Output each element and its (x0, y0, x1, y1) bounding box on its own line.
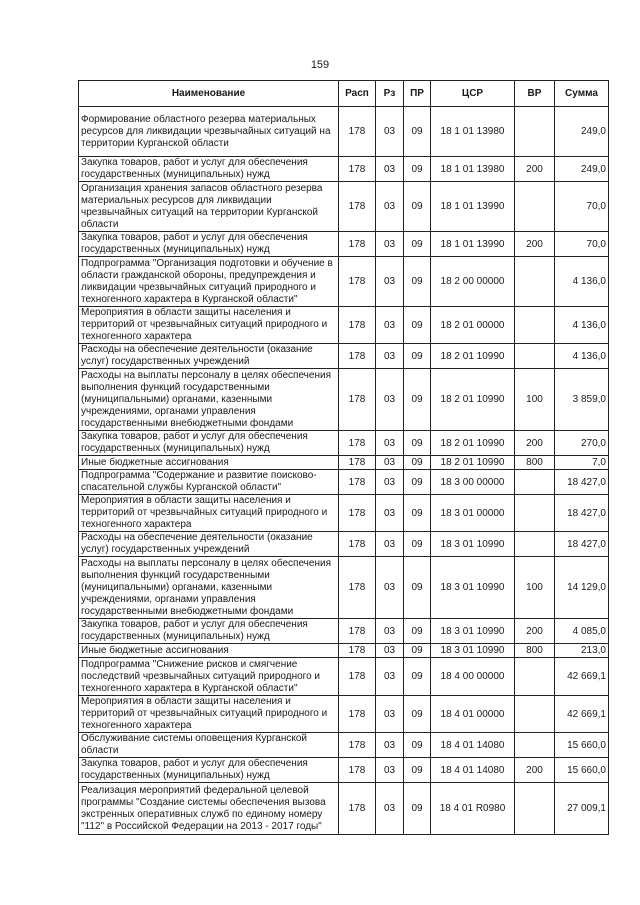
cell-pr: 09 (404, 532, 431, 557)
table-row (79, 658, 609, 696)
cell-rasp: 178 (339, 456, 376, 470)
table-row (79, 307, 609, 344)
cell-rasp: 178 (339, 619, 376, 644)
cell-rz: 03 (376, 557, 404, 619)
cell-rz: 03 (376, 696, 404, 733)
cell-name: Мероприятия в области защиты населения и территорий от чрезвычайных ситуаций природного и техногенного характера (79, 307, 339, 344)
cell-vr (515, 658, 555, 696)
cell-csr: 18 3 01 10990 (431, 557, 515, 619)
cell-vr: 200 (515, 758, 555, 783)
cell-pr: 09 (404, 107, 431, 157)
table-row (79, 783, 609, 835)
cell-csr: 18 4 01 14080 (431, 733, 515, 758)
cell-vr (515, 344, 555, 369)
cell-rasp: 178 (339, 182, 376, 232)
cell-name: Закупка товаров, работ и услуг для обеспечения государственных (муниципальных) нужд (79, 157, 339, 182)
cell-pr: 09 (404, 557, 431, 619)
cell-rasp: 178 (339, 307, 376, 344)
cell-vr (515, 733, 555, 758)
cell-vr (515, 696, 555, 733)
cell-csr: 18 3 01 10990 (431, 532, 515, 557)
cell-pr: 09 (404, 456, 431, 470)
cell-rz: 03 (376, 232, 404, 257)
cell-vr (515, 182, 555, 232)
cell-rz: 03 (376, 431, 404, 456)
cell-pr: 09 (404, 658, 431, 696)
cell-name: Иные бюджетные ассигнования (79, 644, 339, 658)
header-rz: Рз (376, 81, 404, 107)
cell-rasp: 178 (339, 532, 376, 557)
cell-pr: 09 (404, 344, 431, 369)
cell-vr: 100 (515, 369, 555, 431)
cell-name: Обслуживание системы оповещения Курганской области (79, 733, 339, 758)
cell-name: Расходы на обеспечение деятельности (оказание услуг) государственных учреждений (79, 344, 339, 369)
cell-name: Расходы на выплаты персоналу в целях обеспечения выполнения функций государственными (муниципальными) органами, казенными учреждениями, органами управления государственными внебюджетными фондами (79, 369, 339, 431)
cell-pr: 09 (404, 232, 431, 257)
cell-csr: 18 2 01 10990 (431, 431, 515, 456)
cell-csr: 18 1 01 13990 (431, 182, 515, 232)
cell-rasp: 178 (339, 733, 376, 758)
cell-vr: 800 (515, 456, 555, 470)
cell-pr: 09 (404, 758, 431, 783)
cell-pr: 09 (404, 644, 431, 658)
cell-name: Подпрограмма "Содержание и развитие поисково-спасательной службы Курганской области" (79, 470, 339, 495)
cell-sum: 14 129,0 (555, 557, 609, 619)
table-row (79, 232, 609, 257)
cell-pr: 09 (404, 495, 431, 532)
header-vr: ВР (515, 81, 555, 107)
cell-sum: 18 427,0 (555, 495, 609, 532)
cell-rz: 03 (376, 107, 404, 157)
cell-vr: 800 (515, 644, 555, 658)
cell-csr: 18 3 01 10990 (431, 644, 515, 658)
cell-vr (515, 470, 555, 495)
table-row (79, 557, 609, 619)
cell-sum: 7,0 (555, 456, 609, 470)
cell-rz: 03 (376, 644, 404, 658)
cell-rasp: 178 (339, 696, 376, 733)
cell-name: Мероприятия в области защиты населения и территорий от чрезвычайных ситуаций природного и техногенного характера (79, 696, 339, 733)
cell-sum: 15 660,0 (555, 758, 609, 783)
table-row (79, 696, 609, 733)
cell-sum: 3 859,0 (555, 369, 609, 431)
cell-rz: 03 (376, 783, 404, 835)
cell-rz: 03 (376, 495, 404, 532)
cell-vr: 200 (515, 232, 555, 257)
cell-name: Закупка товаров, работ и услуг для обеспечения государственных (муниципальных) нужд (79, 619, 339, 644)
cell-vr (515, 307, 555, 344)
cell-name: Мероприятия в области защиты населения и территорий от чрезвычайных ситуаций природного и техногенного характера (79, 495, 339, 532)
cell-rz: 03 (376, 658, 404, 696)
cell-name: Закупка товаров, работ и услуг для обеспечения государственных (муниципальных) нужд (79, 758, 339, 783)
cell-pr: 09 (404, 257, 431, 307)
cell-name: Подпрограмма "Организация подготовки и обучение в области гражданской обороны, предупреждения и ликвидации чрезвычайных ситуаций природного и техногенного характера в Курганской области" (79, 257, 339, 307)
cell-vr (515, 107, 555, 157)
cell-csr: 18 2 00 00000 (431, 257, 515, 307)
cell-rz: 03 (376, 470, 404, 495)
table-row (79, 758, 609, 783)
cell-sum: 70,0 (555, 182, 609, 232)
cell-pr: 09 (404, 182, 431, 232)
table-row (79, 456, 609, 470)
cell-pr: 09 (404, 431, 431, 456)
cell-rasp: 178 (339, 107, 376, 157)
cell-pr: 09 (404, 307, 431, 344)
cell-sum: 4 136,0 (555, 257, 609, 307)
cell-sum: 249,0 (555, 157, 609, 182)
cell-csr: 18 1 01 13980 (431, 157, 515, 182)
cell-csr: 18 3 00 00000 (431, 470, 515, 495)
cell-csr: 18 1 01 13980 (431, 107, 515, 157)
header-pr: ПР (404, 81, 431, 107)
cell-rasp: 178 (339, 431, 376, 456)
cell-rasp: 178 (339, 157, 376, 182)
cell-name: Иные бюджетные ассигнования (79, 456, 339, 470)
table-row (79, 107, 609, 157)
table-row (79, 344, 609, 369)
table-row (79, 369, 609, 431)
cell-csr: 18 4 01 R0980 (431, 783, 515, 835)
cell-csr: 18 4 01 14080 (431, 758, 515, 783)
cell-sum: 249,0 (555, 107, 609, 157)
cell-vr (515, 257, 555, 307)
cell-rasp: 178 (339, 369, 376, 431)
header-name: Наименование (79, 81, 339, 107)
cell-sum: 70,0 (555, 232, 609, 257)
cell-rasp: 178 (339, 783, 376, 835)
cell-sum: 15 660,0 (555, 733, 609, 758)
table-row (79, 644, 609, 658)
cell-csr: 18 2 01 10990 (431, 456, 515, 470)
cell-rz: 03 (376, 733, 404, 758)
cell-rasp: 178 (339, 232, 376, 257)
header-rasp: Расп (339, 81, 376, 107)
cell-rasp: 178 (339, 470, 376, 495)
cell-csr: 18 3 01 00000 (431, 495, 515, 532)
cell-rz: 03 (376, 456, 404, 470)
cell-vr: 200 (515, 431, 555, 456)
cell-name: Организация хранения запасов областного резерва материальных ресурсов для ликвидации чрезвычайных ситуаций на территории Курганской области (79, 182, 339, 232)
cell-sum: 270,0 (555, 431, 609, 456)
cell-sum: 4 136,0 (555, 344, 609, 369)
cell-name: Подпрограмма "Снижение рисков и смягчение последствий чрезвычайных ситуаций природного и техногенного характера в Курганской области" (79, 658, 339, 696)
cell-vr (515, 495, 555, 532)
cell-pr: 09 (404, 619, 431, 644)
cell-pr: 09 (404, 369, 431, 431)
cell-rz: 03 (376, 619, 404, 644)
table-row (79, 532, 609, 557)
cell-sum: 27 009,1 (555, 783, 609, 835)
table-row (79, 182, 609, 232)
cell-rasp: 178 (339, 758, 376, 783)
cell-sum: 4 136,0 (555, 307, 609, 344)
cell-sum: 18 427,0 (555, 470, 609, 495)
cell-sum: 213,0 (555, 644, 609, 658)
header-sum: Сумма (555, 81, 609, 107)
table-header-row (79, 81, 609, 107)
cell-vr: 200 (515, 619, 555, 644)
cell-rz: 03 (376, 758, 404, 783)
cell-csr: 18 2 01 10990 (431, 369, 515, 431)
cell-vr (515, 532, 555, 557)
cell-name: Формирование областного резерва материальных ресурсов для ликвидации чрезвычайных ситуаций на территории Курганской области (79, 107, 339, 157)
cell-name: Реализация мероприятий федеральной целевой программы "Создание системы обеспечения вызова экстренных оперативных служб по единому номеру "112" в Российской Федерации на 2013 - 2017 годы" (79, 783, 339, 835)
cell-sum: 18 427,0 (555, 532, 609, 557)
cell-rasp: 178 (339, 658, 376, 696)
cell-rasp: 178 (339, 557, 376, 619)
table-row (79, 495, 609, 532)
cell-csr: 18 1 01 13990 (431, 232, 515, 257)
cell-sum: 4 085,0 (555, 619, 609, 644)
header-csr: ЦСР (431, 81, 515, 107)
cell-csr: 18 2 01 10990 (431, 344, 515, 369)
cell-vr: 200 (515, 157, 555, 182)
cell-rasp: 178 (339, 495, 376, 532)
cell-name: Закупка товаров, работ и услуг для обеспечения государственных (муниципальных) нужд (79, 431, 339, 456)
cell-pr: 09 (404, 696, 431, 733)
cell-pr: 09 (404, 783, 431, 835)
table-row (79, 157, 609, 182)
table-row (79, 257, 609, 307)
cell-rasp: 178 (339, 344, 376, 369)
cell-csr: 18 2 01 00000 (431, 307, 515, 344)
cell-sum: 42 669,1 (555, 658, 609, 696)
cell-pr: 09 (404, 157, 431, 182)
cell-vr: 100 (515, 557, 555, 619)
cell-csr: 18 3 01 10990 (431, 619, 515, 644)
cell-name: Расходы на выплаты персоналу в целях обеспечения выполнения функций государственными (муниципальными) органами, казенными учреждениями, органами управления государственными внебюджетными фондами (79, 557, 339, 619)
table-row (79, 733, 609, 758)
cell-rz: 03 (376, 307, 404, 344)
budget-table (78, 80, 609, 835)
cell-rz: 03 (376, 532, 404, 557)
cell-pr: 09 (404, 733, 431, 758)
cell-rz: 03 (376, 182, 404, 232)
cell-csr: 18 4 01 00000 (431, 696, 515, 733)
table-row (79, 431, 609, 456)
cell-rz: 03 (376, 344, 404, 369)
page-number: 159 (310, 59, 330, 71)
cell-rasp: 178 (339, 257, 376, 307)
cell-name: Расходы на обеспечение деятельности (оказание услуг) государственных учреждений (79, 532, 339, 557)
cell-rz: 03 (376, 257, 404, 307)
cell-csr: 18 4 00 00000 (431, 658, 515, 696)
cell-vr (515, 783, 555, 835)
cell-pr: 09 (404, 470, 431, 495)
table-row (79, 470, 609, 495)
table-row (79, 619, 609, 644)
cell-rz: 03 (376, 157, 404, 182)
cell-sum: 42 669,1 (555, 696, 609, 733)
cell-rz: 03 (376, 369, 404, 431)
cell-rasp: 178 (339, 644, 376, 658)
cell-name: Закупка товаров, работ и услуг для обеспечения государственных (муниципальных) нужд (79, 232, 339, 257)
